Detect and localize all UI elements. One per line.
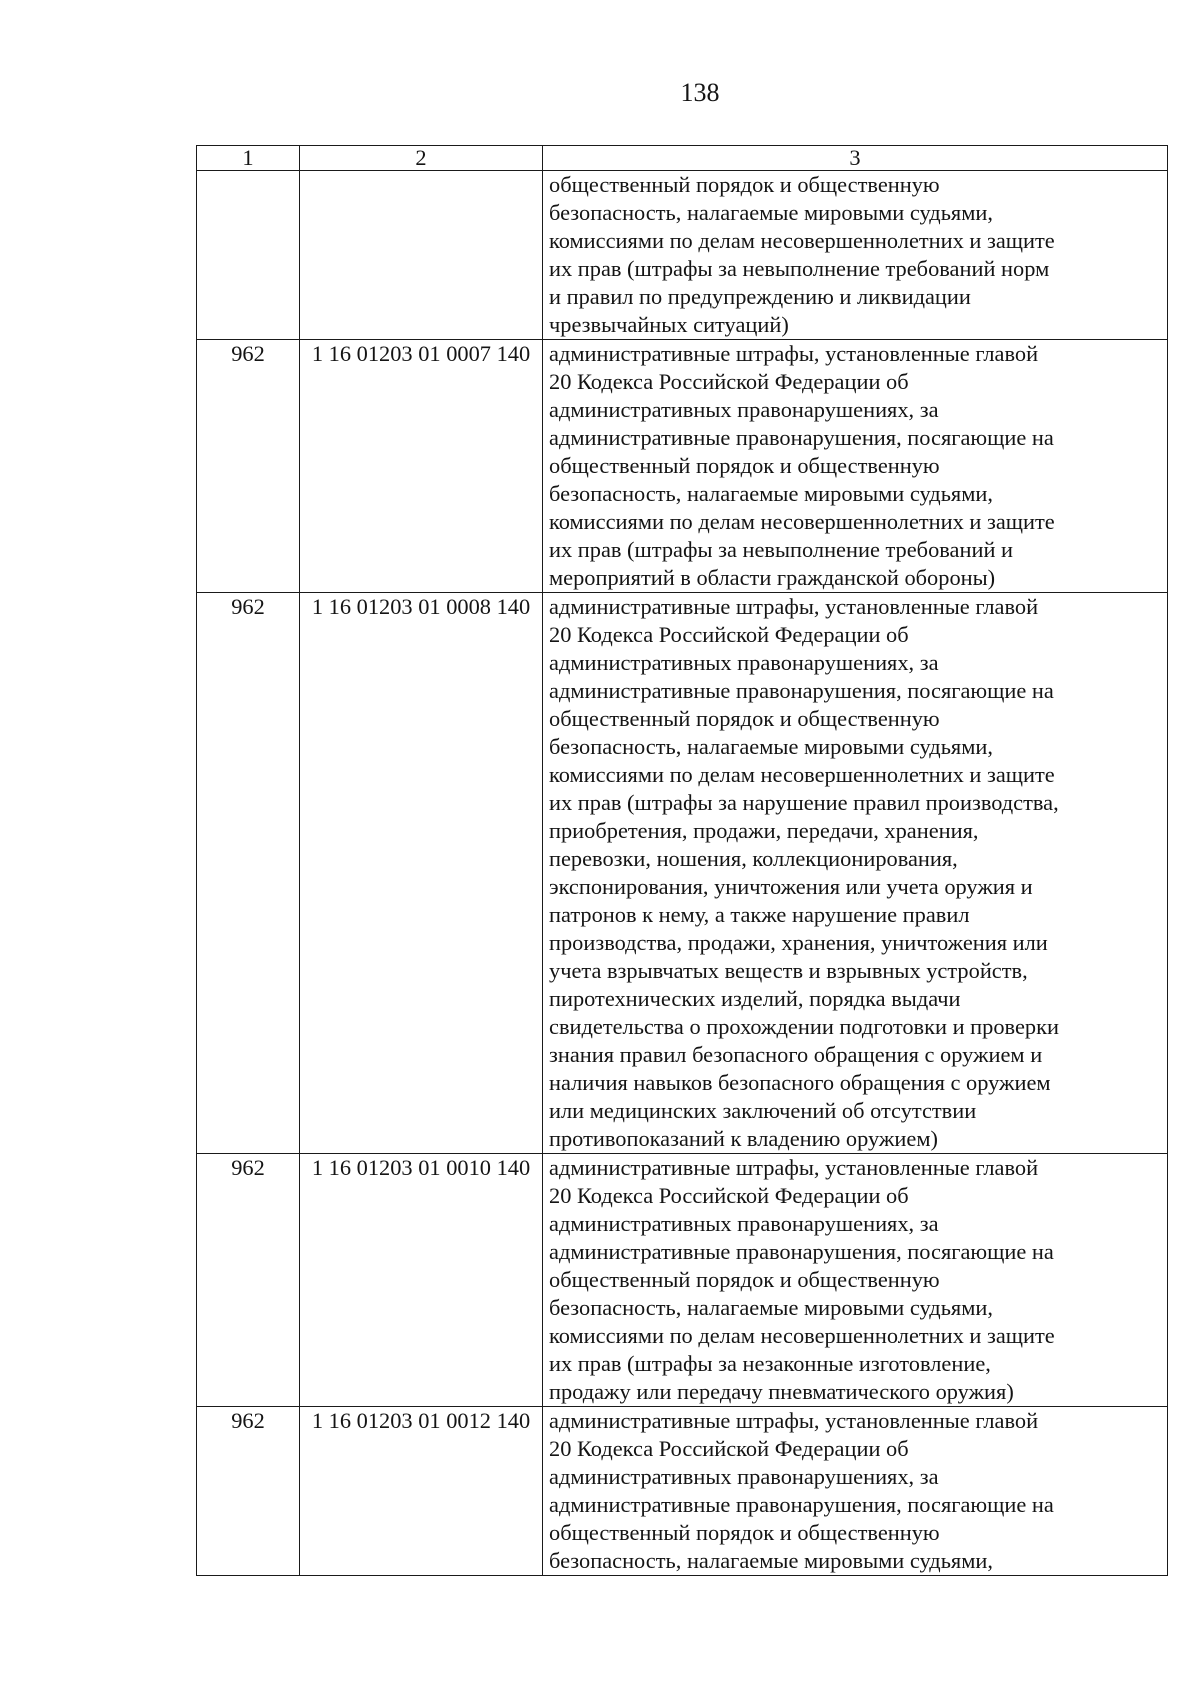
description-line: безопасность, налагаемые мировыми судьями, <box>549 481 993 506</box>
description-line: общественный порядок и общественную <box>549 1267 940 1292</box>
revenue-description-cell <box>543 171 1168 340</box>
description-line: безопасность, налагаемые мировыми судьями, <box>549 734 993 759</box>
description-line: чрезвычайных ситуаций) <box>549 312 789 337</box>
description-line: 20 Кодекса Российской Федерации об <box>549 369 909 394</box>
description-line: общественный порядок и общественную <box>549 706 940 731</box>
description-line: административные штрафы, установленные главой <box>549 1408 1039 1433</box>
table-row <box>197 593 1168 1154</box>
description-line: 20 Кодекса Российской Федерации об <box>549 1436 909 1461</box>
table-body <box>197 146 1168 1576</box>
table-row <box>197 1154 1168 1407</box>
description-line: наличия навыков безопасного обращения с оружием <box>549 1070 1051 1095</box>
description-line: учета взрывчатых веществ и взрывных устройств, <box>549 958 1028 983</box>
page-number: 138 <box>680 78 720 107</box>
description-line: административные штрафы, установленные главой <box>549 594 1039 619</box>
table-header-row <box>197 146 1168 171</box>
admin-code-cell <box>197 171 300 340</box>
description-line: и правил по предупреждению и ликвидации <box>549 284 971 309</box>
description-line: 20 Кодекса Российской Федерации об <box>549 1183 909 1208</box>
description-line: патронов к нему, а также нарушение правил <box>549 902 970 927</box>
column-header-2: 2 <box>300 146 543 171</box>
description-line: административные штрафы, установленные главой <box>549 341 1039 366</box>
description-line: административных правонарушениях, за <box>549 1211 939 1236</box>
description-line: или медицинских заключений об отсутствии <box>549 1098 977 1123</box>
description-line: комиссиями по делам несовершеннолетних и защите <box>549 762 1055 787</box>
description-line: мероприятий в области гражданской обороны) <box>549 565 996 590</box>
table-row <box>197 171 1168 340</box>
revenue-description-cell <box>543 1407 1168 1576</box>
column-header-3: 3 <box>543 146 1168 171</box>
description-line: административные правонарушения, посягающие на <box>549 1492 1054 1517</box>
budget-classification-code-cell <box>300 171 543 340</box>
table-row <box>197 1407 1168 1576</box>
revenue-description-cell <box>543 340 1168 593</box>
description-line: административные правонарушения, посягающие на <box>549 678 1054 703</box>
description-line: административных правонарушениях, за <box>549 650 939 675</box>
description-line: административных правонарушениях, за <box>549 397 939 422</box>
budget-code-table <box>196 145 1168 1576</box>
budget-classification-code-cell: 1 16 01203 01 0010 140 <box>300 1154 543 1407</box>
description-line: административные штрафы, установленные главой <box>549 1155 1039 1180</box>
description-line: свидетельства о прохождении подготовки и проверки <box>549 1014 1059 1039</box>
admin-code-cell: 962 <box>197 1154 300 1407</box>
description-line: безопасность, налагаемые мировыми судьями, <box>549 1295 993 1320</box>
description-line: общественный порядок и общественную <box>549 1520 940 1545</box>
revenue-description-cell <box>543 1154 1168 1407</box>
description-line: безопасность, налагаемые мировыми судьями, <box>549 200 993 225</box>
description-line: общественный порядок и общественную <box>549 172 940 197</box>
description-line: комиссиями по делам несовершеннолетних и защите <box>549 228 1055 253</box>
admin-code-cell: 962 <box>197 593 300 1154</box>
description-line: комиссиями по делам несовершеннолетних и защите <box>549 1323 1055 1348</box>
description-line: знания правил безопасного обращения с оружием и <box>549 1042 1043 1067</box>
description-line: административные правонарушения, посягающие на <box>549 1239 1054 1264</box>
table-row <box>197 340 1168 593</box>
description-line: их прав (штрафы за нарушение правил производства, <box>549 790 1059 815</box>
budget-classification-code-cell: 1 16 01203 01 0007 140 <box>300 340 543 593</box>
description-line: противопоказаний к владению оружием) <box>549 1126 938 1151</box>
description-line: производства, продажи, хранения, уничтожения или <box>549 930 1048 955</box>
description-line: комиссиями по делам несовершеннолетних и защите <box>549 509 1055 534</box>
budget-classification-code-cell: 1 16 01203 01 0008 140 <box>300 593 543 1154</box>
admin-code-cell: 962 <box>197 340 300 593</box>
description-line: 20 Кодекса Российской Федерации об <box>549 622 909 647</box>
revenue-description-cell <box>543 593 1168 1154</box>
description-line: их прав (штрафы за незаконные изготовление, <box>549 1351 991 1376</box>
description-line: безопасность, налагаемые мировыми судьями, <box>549 1548 993 1573</box>
description-line: общественный порядок и общественную <box>549 453 940 478</box>
description-line: их прав (штрафы за невыполнение требований норм <box>549 256 1050 281</box>
description-line: пиротехнических изделий, порядка выдачи <box>549 986 961 1011</box>
admin-code-cell: 962 <box>197 1407 300 1576</box>
column-header-1: 1 <box>197 146 300 171</box>
description-line: экспонирования, уничтожения или учета оружия и <box>549 874 1033 899</box>
description-line: приобретения, продажи, передачи, хранения, <box>549 818 979 843</box>
budget-classification-code-cell: 1 16 01203 01 0012 140 <box>300 1407 543 1576</box>
description-line: перевозки, ношения, коллекционирования, <box>549 846 958 871</box>
description-line: административных правонарушениях, за <box>549 1464 939 1489</box>
description-line: продажу или передачу пневматического оружия) <box>549 1379 1014 1404</box>
description-line: их прав (штрафы за невыполнение требований и <box>549 537 1014 562</box>
description-line: административные правонарушения, посягающие на <box>549 425 1054 450</box>
